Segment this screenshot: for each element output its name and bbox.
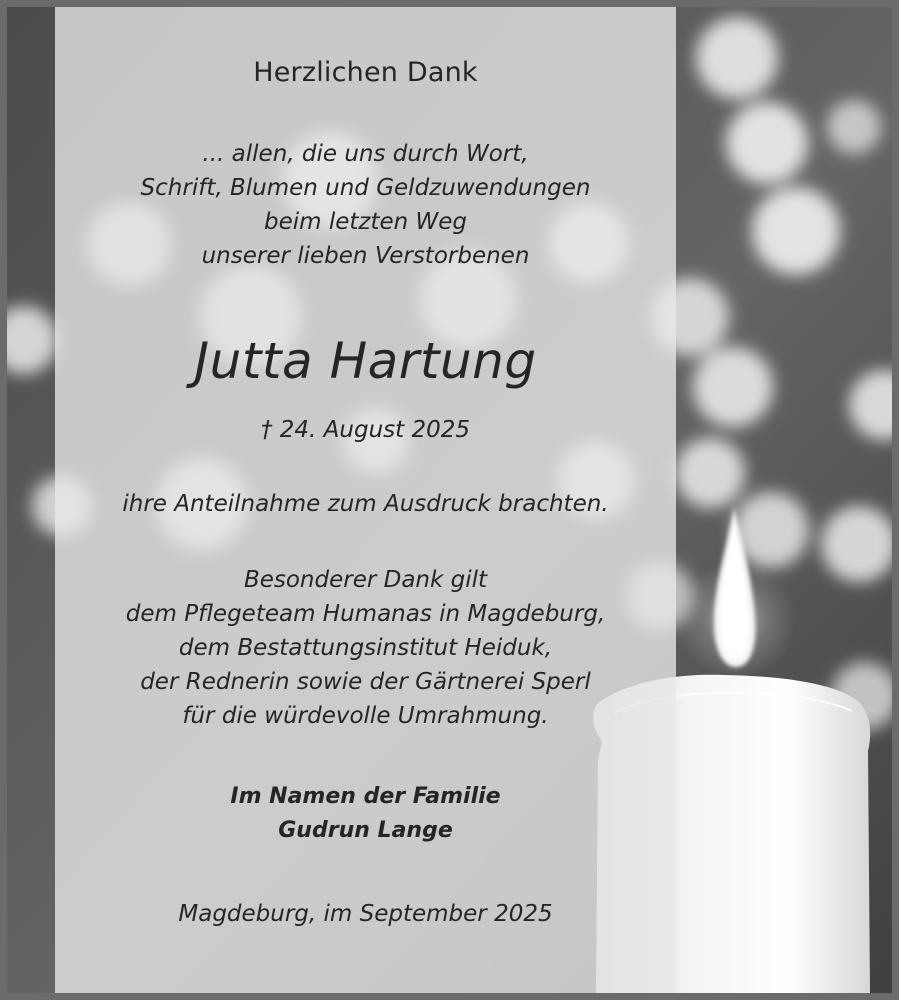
signature-line: Gudrun Lange <box>278 818 453 843</box>
thanks-line: dem Pflegeteam Humanas in Magdeburg, <box>125 601 606 627</box>
deceased-name: Jutta Hartung <box>194 332 537 390</box>
intro-line: ... allen, die uns durch Wort, <box>202 141 529 167</box>
intro-line: beim letzten Weg <box>263 209 468 235</box>
thanks-line: dem Bestattungsinstitut Heiduk, <box>178 635 553 661</box>
thanks-line: für die würdevolle Umrahmung. <box>182 703 549 729</box>
heading: Herzlichen Dank <box>253 57 478 88</box>
intro-line: Schrift, Blumen und Geldzuwendungen <box>140 175 591 201</box>
intro-text <box>55 137 676 273</box>
signature-line: Im Namen der Familie <box>230 784 501 809</box>
intro-line: unserer lieben Verstorbenen <box>201 243 530 269</box>
death-date: † 24. August 2025 <box>260 417 471 443</box>
thanks-line: der Rednerin sowie der Gärtnerei Sperl <box>140 669 591 695</box>
closing-line: ihre Anteilnahme zum Ausdruck brachten. <box>122 491 609 517</box>
special-thanks <box>55 563 676 733</box>
signature <box>55 780 676 848</box>
thanks-line: Besonderer Dank gilt <box>243 567 488 593</box>
place-date: Magdeburg, im September 2025 <box>178 901 553 927</box>
